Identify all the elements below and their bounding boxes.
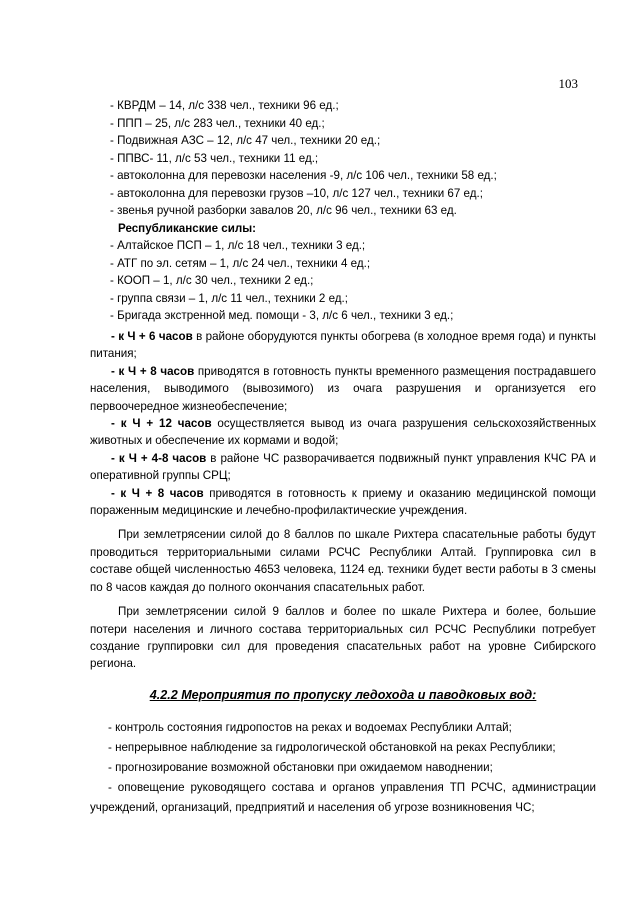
- list-item: - оповещение руководящего состава и органов управления ТП РСЧС, администрации учреждений, организаций, предприятий и населения об угрозе возникновения ЧС;: [90, 781, 596, 815]
- measures-list: [90, 718, 596, 818]
- timeline-item: [90, 328, 596, 363]
- republic-forces-heading: Республиканские силы:: [118, 221, 257, 235]
- paragraph: При землетрясении силой до 8 баллов по шкале Рихтера спасательные работы будут проводиться территориальными силами РСЧС Республики Алтай. Группировка сил в составе общей численностью 4653 человека, 1124 ед. техники будет вести работы в 3 смены по 8 часов каждая до полного окончания спасательных работ.: [90, 528, 596, 594]
- paragraph: При землетрясении силой 9 баллов и более по шкале Рихтера и более, большие потери населения и личного состава территориальных сил РСЧС Республики потребует создание группировки сил для проведения спасательных работ на уровне Сибирского региона.: [90, 605, 596, 671]
- list-item: - прогнозирование возможной обстановки при ожидаемом наводнении;: [108, 761, 493, 775]
- list-item: - группа связи – 1, л/с 11 чел., техники 2 ед.;: [110, 291, 349, 305]
- timeline-text: приводятся в готовность пункты временного размещения пострадавшего населения, выводимого (вывозимого) из очага разрушения и организуется его первоочередное жизнеобеспечение;: [90, 364, 596, 413]
- list-item: - Подвижная АЗС – 12, л/с 47 чел., техники 20 ед.;: [110, 134, 381, 147]
- list-item: - контроль состояния гидропостов на реках и водоемах Республики Алтай;: [108, 721, 512, 735]
- time-label: - к Ч + 8 часов: [111, 486, 204, 500]
- timeline-item: [90, 415, 596, 450]
- list-item: - ППВС- 11, л/с 53 чел., техники 11 ед.;: [110, 151, 319, 165]
- list-item: - автоколонна для перевозки населения -9, л/с 106 чел., техники 58 ед.;: [110, 169, 497, 182]
- list-item: - КООП – 1, л/с 30 чел., техники 2 ед.;: [110, 274, 314, 287]
- list-item: - Бригада экстренной мед. помощи - 3, л/с 6 чел., техники 3 ед.;: [110, 309, 454, 322]
- section-heading: 4.2.2 Мероприятия по пропуску ледохода и паводковых вод:: [149, 687, 537, 702]
- list-item: - КВРДМ – 14, л/с 338 чел., техники 96 ед.;: [110, 99, 339, 112]
- list-item: - автоколонна для перевозки грузов –10, л/с 127 чел., техники 67 ед.;: [110, 186, 483, 200]
- document-body: [90, 328, 596, 818]
- list-item: - ППП – 25, л/с 283 чел., техники 40 ед.;: [110, 116, 325, 130]
- timeline-text: осуществляется вывод из очага разрушения сельскохозяйственных животных и обеспечение их кормами и водой;: [90, 417, 596, 448]
- time-label: - к Ч + 8 часов: [111, 364, 195, 378]
- list-item: - непрерывное наблюдение за гидрологической обстановкой на реках Республики;: [108, 741, 556, 755]
- list-item: - Алтайское ПСП – 1, л/с 18 чел., техники 3 ед.;: [110, 239, 366, 252]
- timeline-text: приводятся в готовность к приему и оказанию медицинской помощи пораженным медицинские и лечебно-профилактические учреждения.: [90, 486, 596, 518]
- page-number: 103: [558, 76, 578, 91]
- timeline-item: [90, 485, 596, 520]
- list-item: - звенья ручной разборки завалов 20, л/с 96 чел., техники 63 ед.: [110, 204, 457, 217]
- forces-list: [110, 97, 497, 325]
- list-item: - АТГ по эл. сетям – 1, л/с 24 чел., техники 4 ед.;: [110, 256, 371, 270]
- time-label: - к Ч + 12 часов: [111, 417, 212, 431]
- timeline-item: [90, 363, 596, 415]
- timeline-text: в районе ЧС разворачивается подвижный пункт управления КЧС РА и оперативной группы СРЦ;: [90, 451, 597, 483]
- time-label: - к Ч + 4-8 часов: [111, 451, 207, 465]
- timeline-text: в районе оборудуются пункты обогрева (в холодное время года) и пункты питания;: [90, 330, 596, 361]
- time-label: - к Ч + 6 часов: [111, 330, 193, 343]
- timeline-item: [90, 450, 596, 485]
